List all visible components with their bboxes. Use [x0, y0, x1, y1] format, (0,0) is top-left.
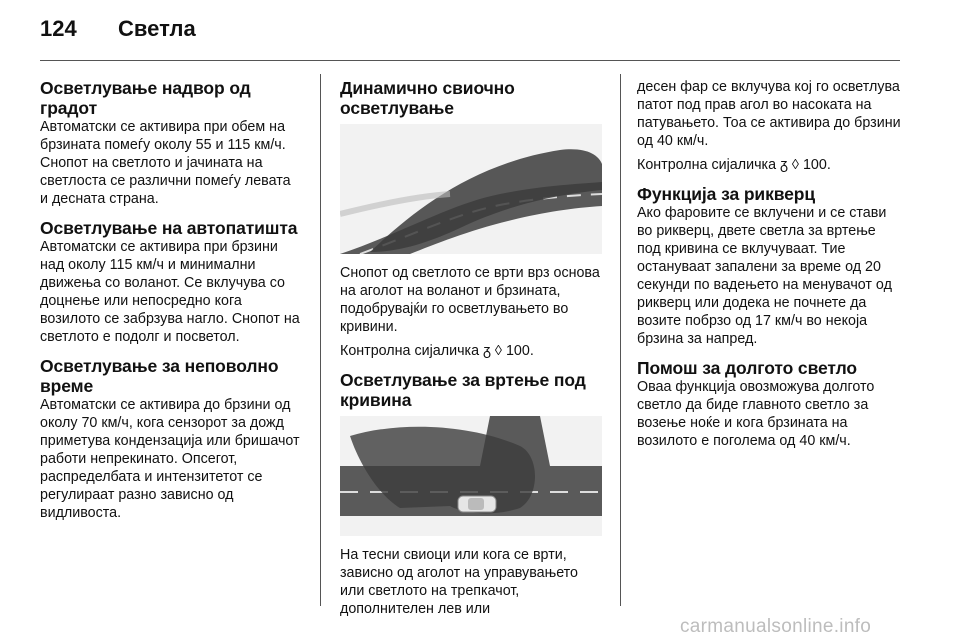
section-text-high-beam-assist: Оваа функција овозможува долгото светло да биде главното светло за возење ноќе и кога брзината на возилото е поголема од 40 км/ч.: [637, 379, 875, 449]
dynamic-bending-light-illustration: [340, 124, 602, 254]
section-heading-cornering-light: Осветлување за вртење под кривина: [340, 370, 586, 410]
section-heading-motorway-light: Осветлување на автопатишта: [40, 218, 298, 238]
column-2: [340, 78, 602, 618]
section-text-cornering-light-continued: десен фар се вклучува кој го осветлува патот под прав агол во насоката на патувањето. Тоа се активира до брзини од 40 км/ч.: [637, 79, 901, 149]
section-text-reverse-function: Ако фаровите се вклучени и се стави во рикверц, двете светла за вртење под кривина се вклучуваат. Тие остануваат запалени за време од 20 секунди по вадењето на менувачот од рикверц или додека не почнете да возите побрзо од 17 км/ч во некоја брзина за напред.: [637, 205, 892, 347]
section-text-bad-weather-light: Автоматски се активира до брзини од околу 70 км/ч, кога сензорот за дожд приметува кондензација или бришачот работи непрекинато. Опсегот, распределбата и интензитетот се регулираат разно зависно од видливоста.: [40, 397, 300, 521]
control-indicator-reference: Контролна сијаличка ᵹ ◊ 100.: [637, 157, 831, 173]
header-divider: [40, 60, 900, 61]
page-number: 124: [40, 16, 77, 41]
section-heading-reverse-function: Функција за рикверц: [637, 184, 816, 204]
cornering-light-illustration: [340, 416, 602, 536]
control-indicator-reference: Контролна сијаличка ᵹ ◊ 100.: [340, 343, 534, 359]
column-divider: [320, 74, 321, 606]
section-text-country-light: Автоматски се активира при обем на брзината помеѓу околу 55 и 115 км/ч. Снопот на светлото и јачината на светлоста се различни помеѓу левата и десната страна.: [40, 119, 291, 207]
section-heading-bad-weather-light: Осветлување за неповолно време: [40, 356, 279, 396]
section-text-dynamic-bending-light: Снопот од светлото се врти врз основа на аголот на воланот и брзината, подобрувајќи го осветлувањето во кривини.: [340, 265, 600, 335]
section-heading-dynamic-bending-light: Динамично свиочно осветлување: [340, 78, 515, 118]
column-divider: [620, 74, 621, 606]
section-heading-country-light: Осветлување надвор од градот: [40, 78, 251, 118]
page-title: Светла: [118, 16, 196, 41]
section-text-motorway-light: Автоматски се активира при брзини над околу 115 км/ч и минимални движења со воланот. Се вклучува со доцнење или непосредно кога возилото се забрзува нагло. Снопот на светлото е подолг и посветол.: [40, 239, 300, 345]
section-heading-high-beam-assist: Помош за долгото светло: [637, 358, 858, 378]
watermark: carmanualsonline.info: [680, 616, 872, 637]
section-text-cornering-light: На тесни свиоци или кога се врти, зависно од аголот на управувањето или светлото на трепкачот, дополнителен лев или: [340, 547, 579, 617]
page-header: [40, 14, 920, 54]
column-1: [40, 78, 302, 522]
column-3: [637, 78, 903, 450]
